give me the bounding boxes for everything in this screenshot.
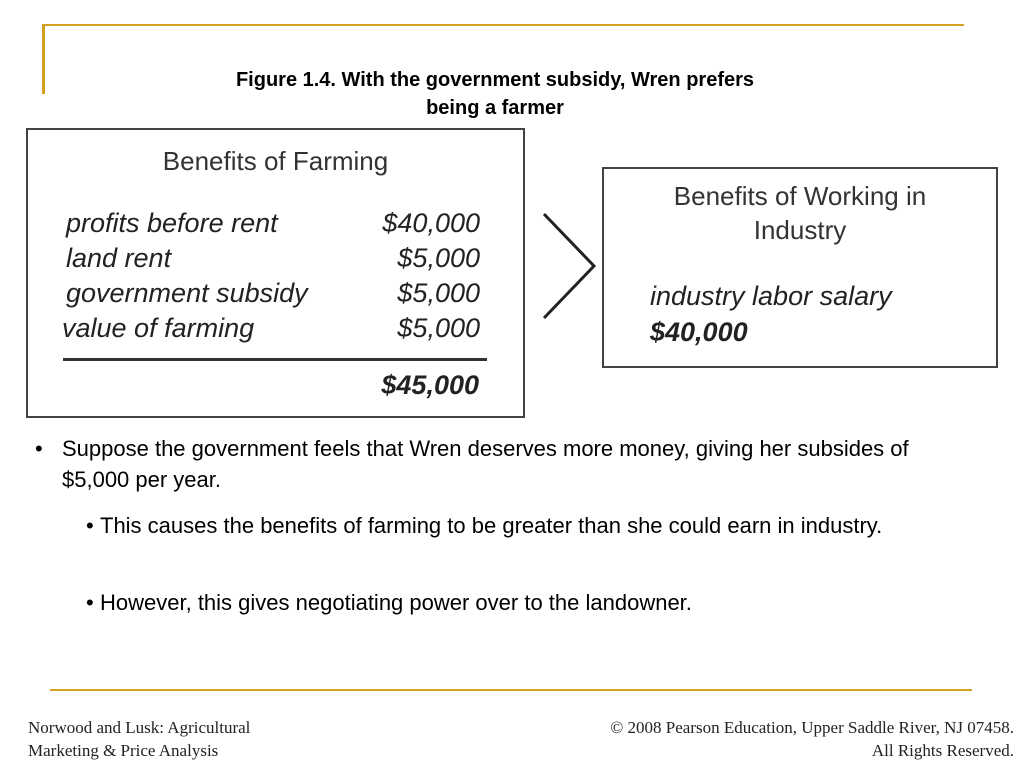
farming-row-label: government subsidy xyxy=(66,278,308,308)
farming-row-label: value of farming xyxy=(62,313,255,343)
footer-book-title-line-1: Norwood and Lusk: Agricultural xyxy=(28,718,251,737)
farming-row-label: profits before rent xyxy=(66,208,278,238)
farming-box-title: Benefits of Farming xyxy=(162,146,389,176)
farming-total: $45,000 xyxy=(381,370,479,400)
footer-right xyxy=(610,716,1014,762)
left-accent-line xyxy=(42,24,45,94)
bullet-text: Suppose the government feels that Wren deserves more money, giving her subsides of $5,000 per year. xyxy=(62,436,909,492)
farming-row-value: $40,000 xyxy=(382,208,480,238)
footer-copyright-line-2: All Rights Reserved. xyxy=(871,741,1014,760)
footer-left xyxy=(28,716,250,762)
industry-salary-value: $40,000 xyxy=(650,317,748,347)
farming-row-value: $5,000 xyxy=(397,278,480,308)
sub-bullet-text: However, this gives negotiating power over to the landowner. xyxy=(100,590,692,615)
industry-salary-label: industry labor salary xyxy=(650,281,892,311)
farming-row-value: $5,000 xyxy=(397,243,480,273)
slide-title-line-2: being a farmer xyxy=(426,97,564,119)
sum-rule xyxy=(63,358,487,361)
slide-title-line-1: Figure 1.4. With the government subsidy, Wren prefers xyxy=(235,69,755,91)
footer-book-title-line-2: Marketing & Price Analysis xyxy=(28,741,219,760)
bullet-marker: • xyxy=(86,513,94,538)
industry-box-title xyxy=(604,179,996,247)
industry-box-title-line-1: Benefits of Working in xyxy=(673,181,927,211)
farming-row-value: $5,000 xyxy=(397,313,480,343)
bullet-marker: • xyxy=(86,590,94,615)
sub-bullet-text: This causes the benefits of farming to be greater than she could earn in industry. xyxy=(100,513,883,538)
greater-than-symbol xyxy=(540,210,600,322)
slide-title xyxy=(140,66,850,122)
benefits-of-farming-box xyxy=(26,128,525,418)
footer-copyright-line-1: © 2008 Pearson Education, Upper Saddle River, NJ 07458. xyxy=(610,718,1014,737)
farming-row-label: land rent xyxy=(66,243,172,273)
industry-box-title-line-2: Industry xyxy=(753,215,847,245)
top-accent-line xyxy=(42,24,964,26)
bullet-marker: • xyxy=(35,436,43,461)
footer-accent-line xyxy=(50,689,972,691)
benefits-of-industry-box xyxy=(602,167,998,368)
